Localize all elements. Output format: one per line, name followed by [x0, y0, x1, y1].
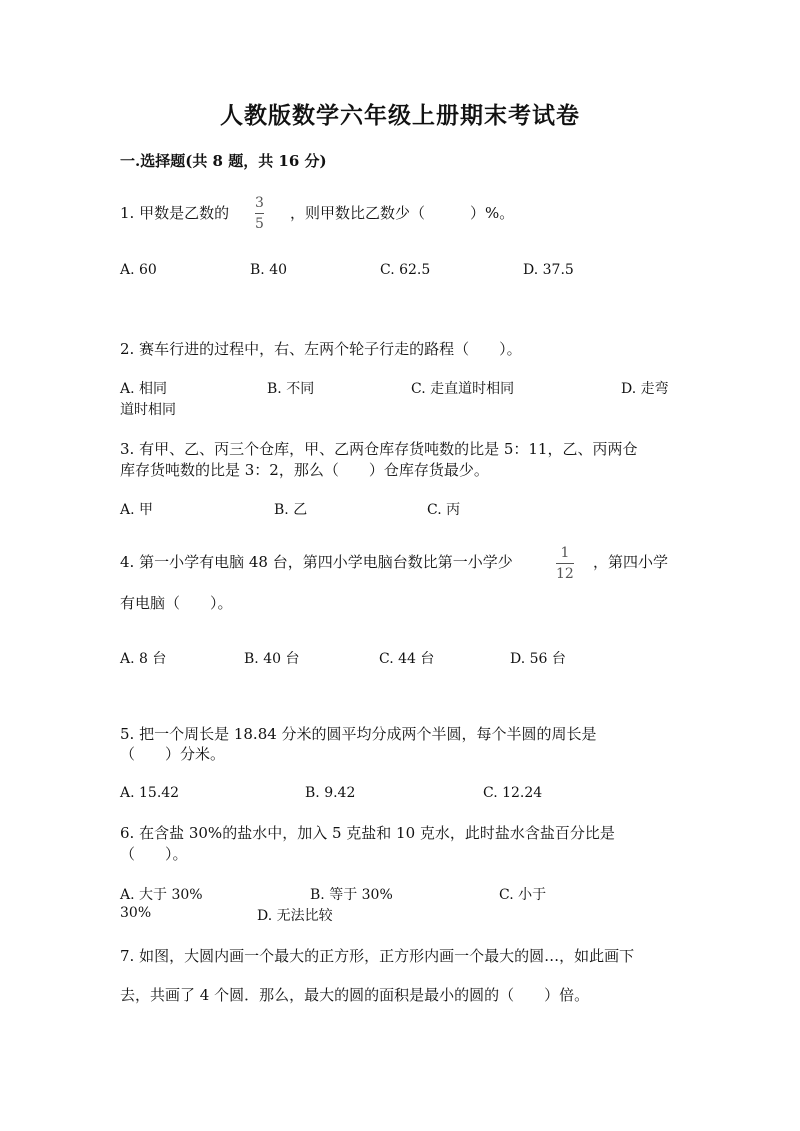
question-1-text-end: ，则甲数比乙数少（ ）%。 — [290, 204, 515, 222]
question-5-option-b[interactable]: B. 9.42 — [305, 785, 356, 801]
question-5-line-2: （ ）分米。 — [120, 745, 226, 763]
question-1-text: 1. 甲数是乙数的 — [120, 204, 230, 222]
question-1-option-d[interactable]: D. 37.5 — [523, 262, 574, 278]
fraction-denominator: 12 — [556, 566, 574, 582]
question-4-text: 4. 第一小学有电脑 48 台，第四小学电脑台数比第一小学少 — [120, 553, 513, 571]
question-2-option-d[interactable]: D. 走弯 — [621, 381, 669, 397]
question-1-option-c[interactable]: C. 62.5 — [380, 262, 431, 278]
fraction-denominator: 5 — [255, 216, 264, 232]
question-6-line-1: 6. 在含盐 30%的盐水中，加入 5 克盐和 10 克水，此时盐水含盐百分比是 — [120, 824, 615, 842]
question-2-text: 2. 赛车行进的过程中，右、左两个轮子行走的路程（ ）。 — [120, 340, 522, 358]
question-7-line-2: 去，共画了 4 个圆．那么，最大的圆的面积是最小的圆的（ ）倍。 — [120, 986, 590, 1004]
question-4-fraction — [556, 546, 574, 581]
question-2-option-c[interactable]: C. 走直道时相同 — [411, 381, 515, 397]
page-title: 人教版数学六年级上册期末考试卷 — [220, 102, 580, 129]
question-7-line-1: 7. 如图，大圆内画一个最大的正方形，正方形内画一个最大的圆…，如此画下 — [120, 947, 635, 965]
question-4-option-c[interactable]: C. 44 台 — [379, 651, 435, 667]
question-6-option-a[interactable]: A. 大于 30% — [120, 887, 203, 903]
fraction-numerator: 3 — [255, 195, 264, 211]
question-1-fraction — [255, 196, 264, 231]
question-4-line-2: 有电脑（ ）。 — [120, 594, 233, 612]
question-4-option-a[interactable]: A. 8 台 — [120, 651, 167, 667]
question-6-option-d[interactable]: D. 无法比较 — [257, 908, 333, 924]
question-6-option-c-wrap[interactable]: 30% — [120, 905, 152, 921]
question-4-option-d[interactable]: D. 56 台 — [510, 651, 566, 667]
fraction-numerator: 1 — [560, 545, 570, 561]
question-3-line-2: 库存货吨数的比是 3：2，那么（ ）仓库存货最少。 — [120, 461, 489, 479]
question-1-option-a[interactable]: A. 60 — [120, 262, 157, 278]
fraction-bar — [556, 563, 574, 564]
question-3-option-c[interactable]: C. 丙 — [427, 502, 461, 518]
section-heading: 一.选择题(共 8 题，共 16 分) — [120, 152, 327, 170]
question-4-text-end: ，第四小学 — [593, 553, 669, 571]
question-6-option-c[interactable]: C. 小于 — [499, 887, 547, 903]
question-2-option-d-wrap[interactable]: 道时相同 — [120, 402, 176, 418]
question-6-option-b[interactable]: B. 等于 30% — [310, 887, 393, 903]
question-5-line-1: 5. 把一个周长是 18.84 分米的圆平均分成两个半圆，每个半圆的周长是 — [120, 725, 597, 743]
question-3-option-a[interactable]: A. 甲 — [120, 502, 154, 518]
question-6-line-2: （ ）。 — [120, 845, 188, 863]
question-4-option-b[interactable]: B. 40 台 — [244, 651, 300, 667]
question-3-option-b[interactable]: B. 乙 — [274, 502, 308, 518]
fraction-bar — [255, 213, 264, 214]
question-2-option-a[interactable]: A. 相同 — [120, 381, 168, 397]
question-5-option-a[interactable]: A. 15.42 — [120, 785, 180, 801]
question-2-option-b[interactable]: B. 不同 — [267, 381, 315, 397]
question-5-option-c[interactable]: C. 12.24 — [483, 785, 543, 801]
question-3-line-1: 3. 有甲、乙、丙三个仓库，甲、乙两仓库存货吨数的比是 5：11，乙、丙两仓 — [120, 440, 638, 458]
question-1-option-b[interactable]: B. 40 — [250, 262, 288, 278]
